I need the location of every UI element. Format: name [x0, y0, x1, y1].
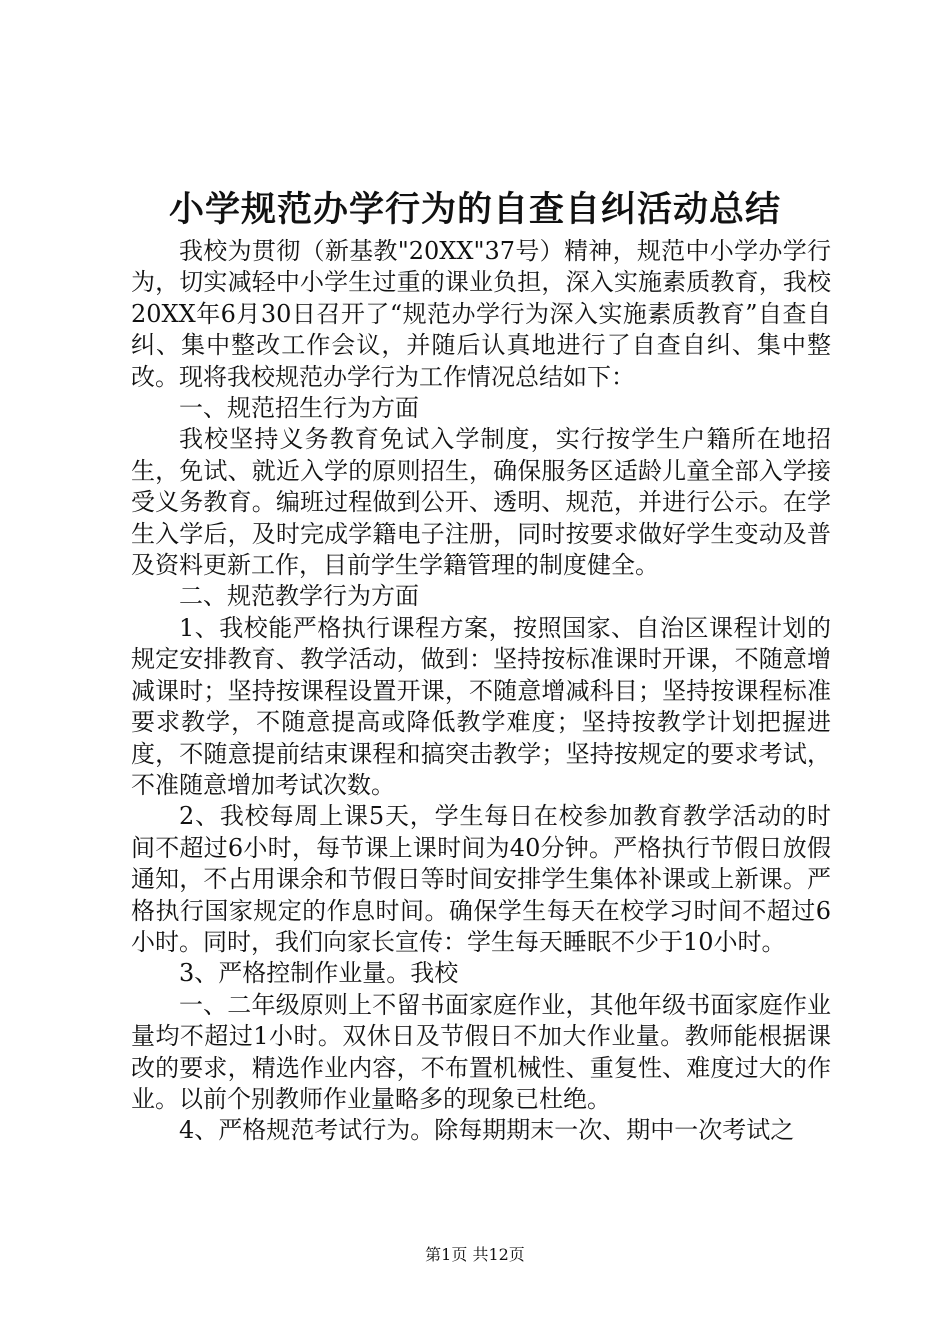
- paragraph-teaching-3: 3、严格控制作业量。我校: [179, 959, 459, 988]
- paragraph-enrollment: 我校坚持义务教育免试入学制度，实行按学生户籍所在地招生，免试、就近入学的原则招生，确保服务区适龄儿童全部入学接受义务教育。编班过程做到公开、透明、规范，并进行公示。在学生入学后，及时完成学籍电子注册，同时按要求做好学生变动及普及资料更新工作，目前学生学籍管理的制度健全。: [131, 425, 831, 580]
- section-heading-enrollment: 一、规范招生行为方面: [179, 394, 419, 423]
- document-title: 小学规范办学行为的自查自纠活动总结: [168, 190, 781, 230]
- paragraph-teaching-4: 4、严格规范考试行为。除每期期末一次、期中一次考试之: [179, 1116, 795, 1145]
- paragraph-homework: 一、二年级原则上不留书面家庭作业，其他年级书面家庭作业量均不超过1小时。双休日及节假日不加大作业量。教师能根据课改的要求，精选作业内容，不布置机械性、重复性、难度过大的作业。以前个别教师作业量略多的现象已杜绝。: [131, 990, 831, 1113]
- paragraph-intro: 我校为贯彻（新基教"20XX"37号）精神，规范中小学办学行为，切实减轻中小学生过重的课业负担，深入实施素质教育，我校20XX年6月30日召开了“规范办学行为深入实施素质教育”自查自纠、集中整改工作会议，并随后认真地进行了自查自纠、集中整改。现将我校规范办学行为工作情况总结如下：: [131, 237, 831, 391]
- paragraph-teaching-2: 2、我校每周上课5天，学生每日在校参加教育教学活动的时间不超过6小时，每节课上课时间为40分钟。严格执行节假日放假通知，不占用课余和节假日等时间安排学生集体补课或上新课。严格执行国家规定的作息时间。确保学生每天在校学习时间不超过6小时。同时，我们向家长宣传：学生每天睡眠不少于10小时。: [131, 802, 831, 956]
- document-body: [131, 236, 831, 1147]
- page-number: 第1页 共12页: [425, 1245, 525, 1264]
- paragraph-teaching-1: 1、我校能严格执行课程方案，按照国家、自治区课程计划的规定安排教育、教学活动，做到：坚持按标准课时开课，不随意增减课时；坚持按课程设置开课，不随意增减科目；坚持按课程标准要求教学，不随意提高或降低教学难度；坚持按教学计划把握进度，不随意提前结束课程和搞突击教学；坚持按规定的要求考试，不准随意增加考试次数。: [131, 613, 831, 799]
- section-heading-teaching: 二、规范教学行为方面: [179, 582, 419, 611]
